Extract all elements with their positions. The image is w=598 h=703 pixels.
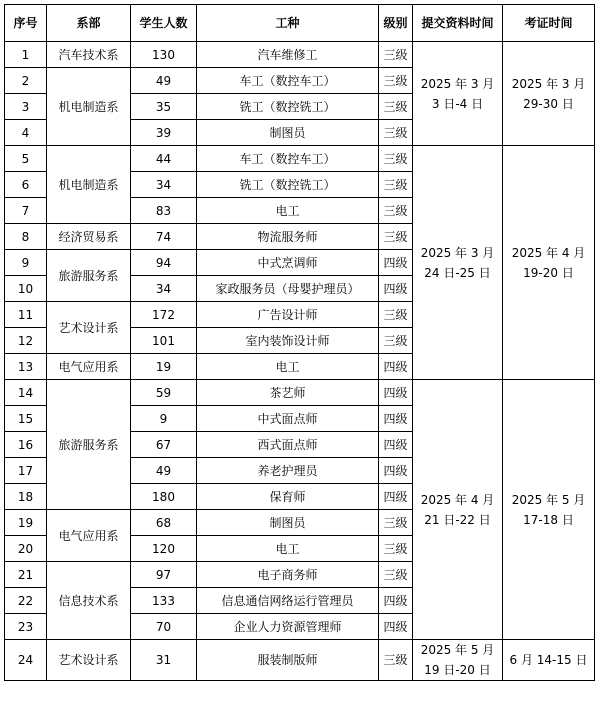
count-cell: 70 [131, 614, 197, 640]
seq-cell: 24 [5, 640, 47, 681]
level-cell: 四级 [379, 614, 413, 640]
job-cell: 车工（数控车工） [197, 146, 379, 172]
header-dept: 系部 [47, 5, 131, 42]
submit-text: 2025 年 5 月 19 日-20 日 [420, 643, 495, 677]
submit-cell [413, 380, 503, 640]
table-row [5, 640, 595, 681]
seq-cell: 3 [5, 94, 47, 120]
seq-cell: 12 [5, 328, 47, 354]
level-cell: 三级 [379, 120, 413, 146]
count-cell: 49 [131, 68, 197, 94]
job-cell: 茶艺师 [197, 380, 379, 406]
level-cell: 三级 [379, 510, 413, 536]
header-seq: 序号 [5, 5, 47, 42]
exam-cell [503, 146, 595, 380]
level-cell: 三级 [379, 302, 413, 328]
seq-cell: 5 [5, 146, 47, 172]
count-cell: 97 [131, 562, 197, 588]
exam-text: 2025 年 5 月 17-18 日 [511, 492, 586, 527]
header-exam: 考证时间 [503, 5, 595, 42]
level-cell: 四级 [379, 250, 413, 276]
job-cell: 家政服务员（母婴护理员） [197, 276, 379, 302]
count-cell: 49 [131, 458, 197, 484]
job-cell: 养老护理员 [197, 458, 379, 484]
dept-cell: 机电制造系 [47, 146, 131, 224]
seq-cell: 10 [5, 276, 47, 302]
count-cell: 34 [131, 276, 197, 302]
level-cell: 四级 [379, 380, 413, 406]
level-cell: 四级 [379, 484, 413, 510]
level-cell: 三级 [379, 198, 413, 224]
count-cell: 180 [131, 484, 197, 510]
count-cell: 83 [131, 198, 197, 224]
submit-text: 2025 年 3 月 24 日-25 日 [420, 245, 495, 280]
dept-cell: 旅游服务系 [47, 250, 131, 302]
exam-cell [503, 380, 595, 640]
job-cell: 信息通信网络运行管理员 [197, 588, 379, 614]
table-row [5, 42, 595, 68]
count-cell: 39 [131, 120, 197, 146]
count-cell: 74 [131, 224, 197, 250]
dept-cell: 电气应用系 [47, 354, 131, 380]
level-cell: 三级 [379, 328, 413, 354]
dept-cell: 汽车技术系 [47, 42, 131, 68]
level-cell: 四级 [379, 432, 413, 458]
submit-cell [413, 42, 503, 146]
dept-cell: 信息技术系 [47, 562, 131, 640]
level-cell: 三级 [379, 146, 413, 172]
count-cell: 35 [131, 94, 197, 120]
count-cell: 133 [131, 588, 197, 614]
seq-cell: 13 [5, 354, 47, 380]
header-job: 工种 [197, 5, 379, 42]
exam-text: 6 月 14-15 日 [509, 653, 588, 667]
dept-cell: 旅游服务系 [47, 380, 131, 510]
job-cell: 中式面点师 [197, 406, 379, 432]
level-cell: 三级 [379, 640, 413, 681]
submit-cell [413, 640, 503, 681]
seq-cell: 17 [5, 458, 47, 484]
count-cell: 101 [131, 328, 197, 354]
seq-cell: 1 [5, 42, 47, 68]
job-cell: 广告设计师 [197, 302, 379, 328]
seq-cell: 19 [5, 510, 47, 536]
count-cell: 34 [131, 172, 197, 198]
seq-cell: 7 [5, 198, 47, 224]
exam-cell [503, 42, 595, 146]
header-count: 学生人数 [131, 5, 197, 42]
level-cell: 四级 [379, 406, 413, 432]
level-cell: 四级 [379, 276, 413, 302]
seq-cell: 11 [5, 302, 47, 328]
seq-cell: 6 [5, 172, 47, 198]
level-cell: 三级 [379, 562, 413, 588]
exam-text: 2025 年 3 月 29-30 日 [511, 76, 586, 111]
count-cell: 120 [131, 536, 197, 562]
job-cell: 车工（数控车工） [197, 68, 379, 94]
exam-schedule [4, 4, 595, 681]
header-submit: 提交资料时间 [413, 5, 503, 42]
seq-cell: 9 [5, 250, 47, 276]
seq-cell: 4 [5, 120, 47, 146]
submit-cell [413, 146, 503, 380]
exam-schedule-table [4, 4, 595, 681]
level-cell: 三级 [379, 224, 413, 250]
job-cell: 铣工（数控铣工） [197, 94, 379, 120]
count-cell: 19 [131, 354, 197, 380]
header-level: 级别 [379, 5, 413, 42]
count-cell: 59 [131, 380, 197, 406]
dept-cell: 艺术设计系 [47, 640, 131, 681]
level-cell: 三级 [379, 172, 413, 198]
dept-cell: 机电制造系 [47, 68, 131, 146]
seq-cell: 15 [5, 406, 47, 432]
count-cell: 172 [131, 302, 197, 328]
seq-cell: 22 [5, 588, 47, 614]
job-cell: 铣工（数控铣工） [197, 172, 379, 198]
level-cell: 三级 [379, 536, 413, 562]
job-cell: 电子商务师 [197, 562, 379, 588]
job-cell: 室内装饰设计师 [197, 328, 379, 354]
count-cell: 94 [131, 250, 197, 276]
level-cell: 四级 [379, 354, 413, 380]
exam-cell [503, 640, 595, 681]
job-cell: 制图员 [197, 120, 379, 146]
seq-cell: 14 [5, 380, 47, 406]
header-row [5, 5, 595, 42]
job-cell: 服装制版师 [197, 640, 379, 681]
seq-cell: 23 [5, 614, 47, 640]
job-cell: 西式面点师 [197, 432, 379, 458]
count-cell: 31 [131, 640, 197, 681]
level-cell: 三级 [379, 42, 413, 68]
dept-cell: 电气应用系 [47, 510, 131, 562]
seq-cell: 2 [5, 68, 47, 94]
level-cell: 四级 [379, 458, 413, 484]
seq-cell: 21 [5, 562, 47, 588]
level-cell: 三级 [379, 68, 413, 94]
seq-cell: 16 [5, 432, 47, 458]
level-cell: 三级 [379, 94, 413, 120]
count-cell: 67 [131, 432, 197, 458]
seq-cell: 8 [5, 224, 47, 250]
table-row [5, 146, 595, 172]
job-cell: 电工 [197, 198, 379, 224]
dept-cell: 经济贸易系 [47, 224, 131, 250]
job-cell: 电工 [197, 354, 379, 380]
job-cell: 电工 [197, 536, 379, 562]
count-cell: 68 [131, 510, 197, 536]
job-cell: 企业人力资源管理师 [197, 614, 379, 640]
exam-text: 2025 年 4 月 19-20 日 [511, 245, 586, 280]
job-cell: 物流服务师 [197, 224, 379, 250]
job-cell: 中式烹调师 [197, 250, 379, 276]
seq-cell: 18 [5, 484, 47, 510]
submit-text: 2025 年 3 月 3 日-4 日 [420, 76, 495, 111]
count-cell: 44 [131, 146, 197, 172]
job-cell: 汽车维修工 [197, 42, 379, 68]
job-cell: 制图员 [197, 510, 379, 536]
table-row [5, 380, 595, 406]
count-cell: 9 [131, 406, 197, 432]
job-cell: 保育师 [197, 484, 379, 510]
level-cell: 四级 [379, 588, 413, 614]
count-cell: 130 [131, 42, 197, 68]
submit-text: 2025 年 4 月 21 日-22 日 [420, 492, 495, 527]
dept-cell: 艺术设计系 [47, 302, 131, 354]
seq-cell: 20 [5, 536, 47, 562]
